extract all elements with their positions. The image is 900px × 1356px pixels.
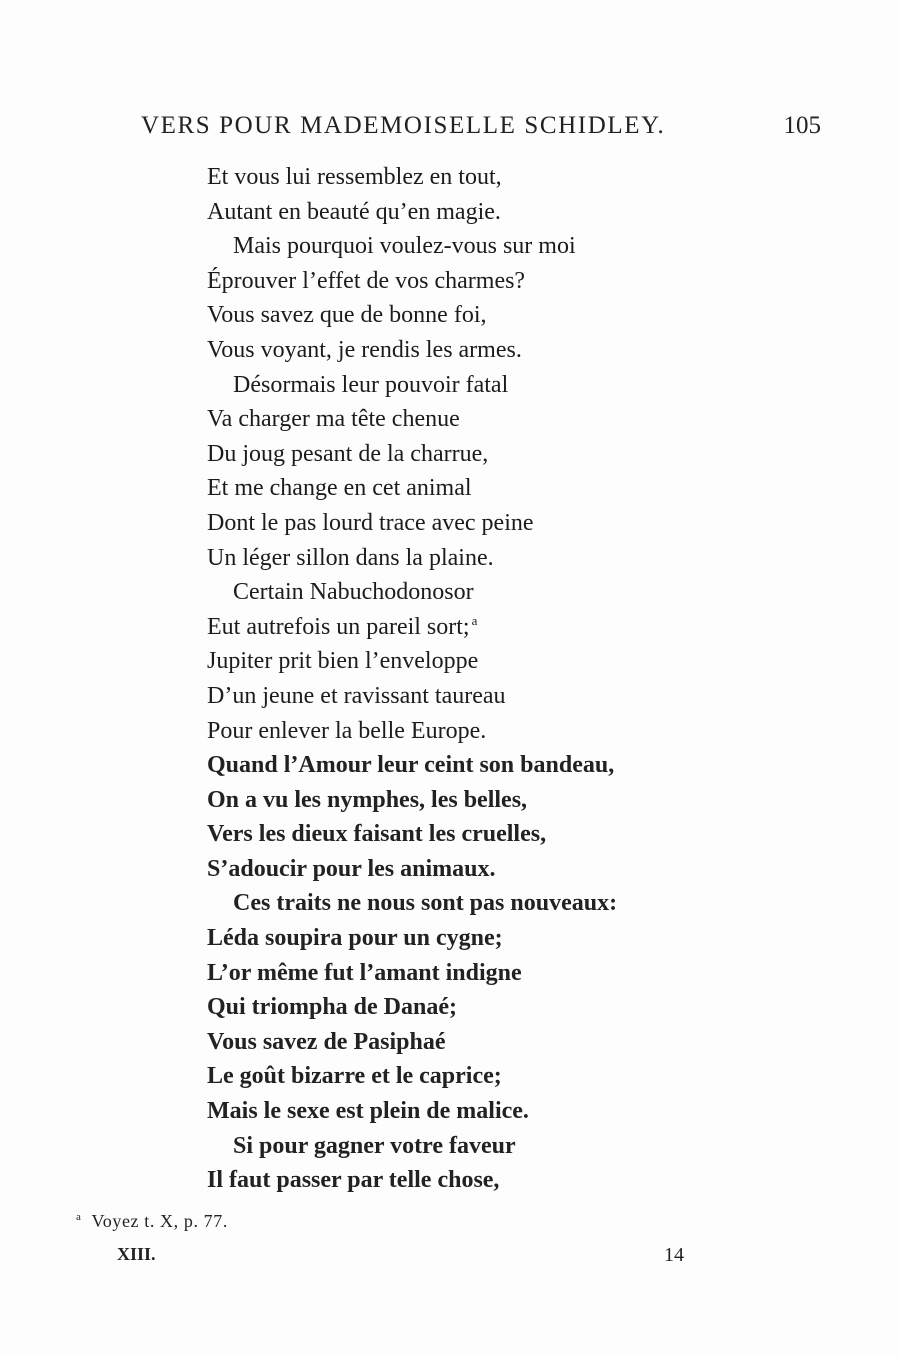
page-number: 105	[783, 112, 821, 139]
verse-line: Vous voyant, je rendis les armes.	[207, 336, 522, 363]
verse-line: D’un jeune et ravissant taureau	[207, 682, 506, 709]
verse-line: Du joug pesant de la charrue,	[207, 440, 489, 467]
verse-line: Désormais leur pouvoir fatal	[233, 371, 509, 398]
running-head	[141, 112, 821, 148]
verse-line: Et me change en cet animal	[207, 475, 472, 502]
verse-line: Autant en beauté qu’en magie.	[207, 198, 501, 225]
verse-line: Qui triompha de Danaé;	[207, 994, 458, 1021]
verse-line: Mais le sexe est plein de malice.	[207, 1098, 529, 1125]
verse-line: Vers les dieux faisant les cruelles,	[207, 821, 547, 848]
verse-line: Mais pourquoi voulez-vous sur moi	[233, 233, 576, 260]
verse-line: Vous savez de Pasiphaé	[207, 1028, 446, 1055]
footnote-mark: a	[76, 1211, 82, 1223]
verse-line: Pour enlever la belle Europe.	[207, 717, 487, 744]
verse-line: Un léger sillon dans la plaine.	[207, 544, 494, 571]
verse-line: Le goût bizarre et le caprice;	[207, 1063, 502, 1090]
verse-line: Et vous lui ressemblez en tout,	[207, 164, 502, 190]
running-title: VERS POUR MADEMOISELLE SCHIDLEY.	[141, 112, 666, 139]
footnote-text: Voyez t. X, p. 77.	[91, 1211, 228, 1231]
sheet-signature: 14	[664, 1244, 684, 1266]
footnote	[76, 1211, 228, 1232]
verse-line: S’adoucir pour les animaux.	[207, 855, 496, 882]
verse-line: Il faut passer par telle chose,	[207, 1167, 500, 1194]
verse-line: Dont le pas lourd trace avec peine	[207, 509, 534, 536]
verse-line: Si pour gagner votre faveur	[233, 1132, 516, 1159]
verse-line: Éprouver l’effet de vos charmes?	[207, 267, 526, 294]
verse-line: Certain Nabuchodonosor	[233, 579, 474, 606]
footnote-reference[interactable]: a	[471, 612, 478, 628]
verse-line: Eut autrefois un pareil sort; $^a$	[207, 612, 478, 640]
verse-line: Va charger ma tête chenue	[207, 406, 460, 433]
verse-line: On a vu les nymphes, les belles,	[207, 786, 528, 813]
verse-line: Vous savez que de bonne foi,	[207, 302, 487, 329]
poem	[207, 160, 767, 1198]
verse-line: Jupiter prit bien l’enveloppe	[207, 648, 479, 675]
verse-line: Quand l’Amour leur ceint son bandeau,	[207, 752, 615, 779]
volume-signature: XIII.	[117, 1244, 156, 1264]
verse-line: L’or même fut l’amant indigne	[207, 959, 522, 986]
verse-line: Ces traits ne nous sont pas nouveaux:	[233, 890, 618, 917]
verse-line: Léda soupira pour un cygne;	[207, 925, 503, 952]
